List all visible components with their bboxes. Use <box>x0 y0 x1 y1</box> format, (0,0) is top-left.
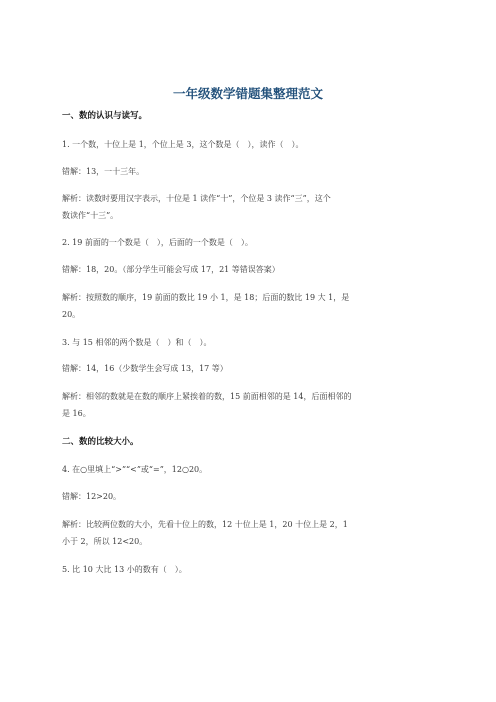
analysis-2-line-2: 20。 <box>62 310 81 319</box>
section-heading-number-comparison: 二、数的比较大小。 <box>62 437 139 447</box>
wrong-answer-4: 错解：12>20。 <box>62 492 122 501</box>
wrong-answer-2: 错解：18，20。（部分学生可能会写成 17，21 等错误答案） <box>62 265 280 274</box>
question-3: 3. 与 15 相邻的两个数是（ ）和（ ）。 <box>62 338 212 347</box>
document-title: 一年级数学错题集整理范文 <box>172 86 323 101</box>
analysis-4-line-1: 解析：比较两位数的大小，先看十位上的数，12 十位上是 1，20 十位上是 2，1 <box>62 520 348 529</box>
question-4: 4. 在○里填上“>”“<”或“=”，12○20。 <box>62 465 208 474</box>
analysis-3-line-2: 是 16。 <box>62 409 91 418</box>
question-2: 2. 19 前面的一个数是（ ），后面的一个数是（ ）。 <box>62 238 253 247</box>
analysis-2-line-1: 解析：按照数的顺序，19 前面的数比 19 小 1，是 18；后面的数比 19 大 1，是 <box>62 293 350 302</box>
analysis-3-line-1: 解析：相邻的数就是在数的顺序上紧挨着的数，15 前面相邻的是 14，后面相邻的 <box>62 392 352 401</box>
analysis-4-line-2: 小于 2，所以 12<20。 <box>62 537 148 546</box>
wrong-answer-3: 错解：14，16（少数学生会写成 13，17 等） <box>62 364 228 373</box>
question-5: 5. 比 10 大比 13 小的数有（ ）。 <box>62 565 187 574</box>
wrong-answer-1: 错解：13，一十三年。 <box>62 167 145 176</box>
section-heading-number-recognition: 一、数的认识与读写。 <box>62 111 148 121</box>
analysis-1-line-2: 数读作“十三”。 <box>62 211 119 220</box>
analysis-1-line-1: 解析：读数时要用汉字表示，十位是 1 读作“十”，个位是 3 读作“三”，这个 <box>62 194 331 203</box>
question-1: 1. 一个数，十位上是 1，个位上是 3，这个数是（ ），读作（ ）。 <box>62 140 304 149</box>
